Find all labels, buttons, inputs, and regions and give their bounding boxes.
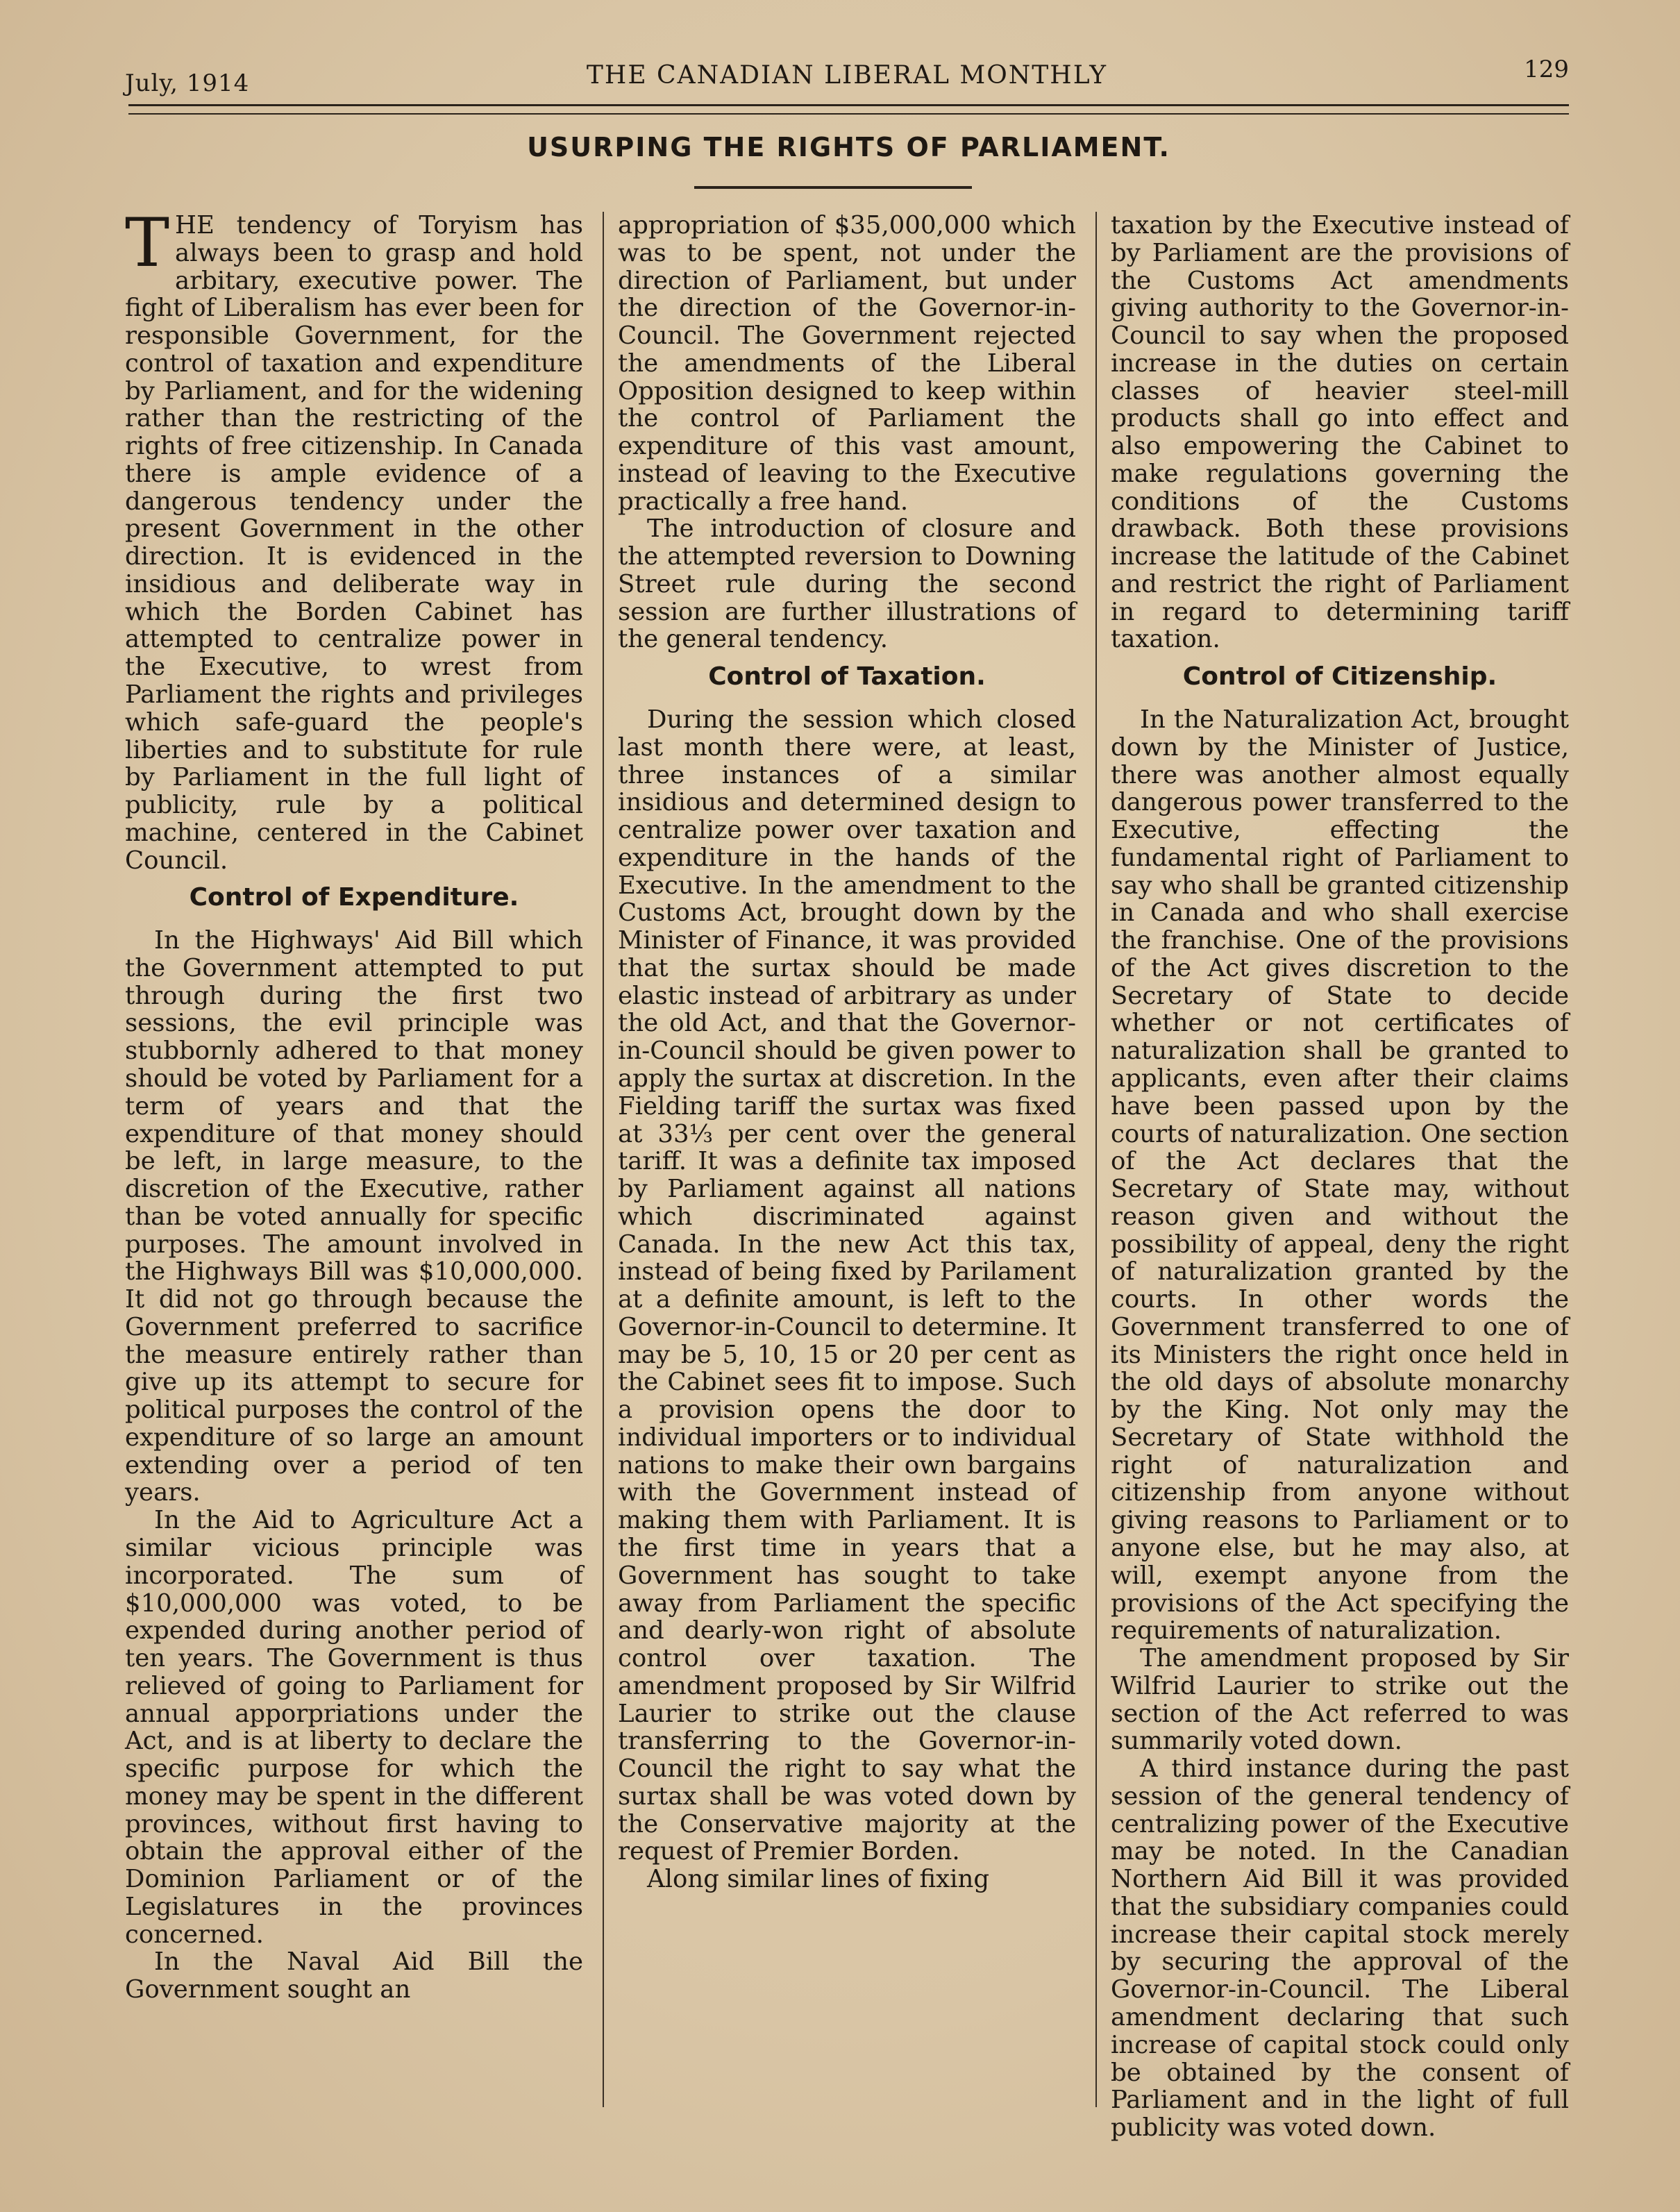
drop-cap: T — [125, 204, 170, 282]
heading-control-of-expenditure: Control of Expenditure. — [189, 883, 519, 912]
header-rule-top — [128, 104, 1569, 106]
page-number: 129 — [1524, 56, 1569, 83]
article-title: USURPING THE RIGHTS OF PARLIAMENT. — [527, 132, 1170, 162]
paragraph-agriculture-aid: In the Aid to Agriculture Act a similar vicious principle was incorporated. The sum of $10,000,000 was voted, to be expended during another period of ten years. The Government is thus relieved of going to Parliament for annual apporpriations under the Act, and is at liberty to declare the specific purpose for which the money may be spent in the different provinces, without first having to obtain the approval either of the Dominion Parliament or of the Legislatures in the provinces concerned. — [125, 1506, 583, 1949]
paragraph-customs-amendments: Along similar lines of fixing — [647, 1865, 990, 1894]
column-1 — [125, 204, 583, 2004]
issue-date: July, 1914 — [125, 69, 250, 97]
column-3 — [1111, 212, 1569, 2142]
paragraph-naval-aid: In the Naval Aid Bill the Government sought an — [125, 1947, 583, 2004]
paragraph-closure: The introduction of closure and the attempted reversion to Downing Street rule during the second session are further illustrations of the general tendency. — [618, 514, 1076, 654]
paragraph-naturalization-act: In the Naturalization Act, brought down by the Minister of Justice, there was another almost equally dangerous power transferred to the Executive, effecting the fundamental right of Parliament to say who shall be granted citizenship in Canada and who shall exercise the franchise. One of the provisions of the Act gives discretion to the Secretary of State to decide whether or not certificates of naturalization shall be granted to applicants, even after their claims have been passed upon by the courts of naturalization. One section of the Act declares that the Secretary of State may, without reason given and without the possibility of appeal, deny the right of naturalization granted by the courts. In other words the Government transferred to one of its Ministers the right once held in the old days of absolute monarchy by the King. Not only may the Secretary of State withhold the right of naturalization and citizenship from anyone without giving reasons to Parliament or to anyone else, but he may also, at will, exempt anyone from the provisions of the Act specifying the requirements of naturalization. — [1111, 705, 1569, 1645]
intro-text: HE tendency of Toryism has always been to grasp and hold arbitary, executive power. The fight of Liberalism has ever been for responsible Government, for the control of taxation and expenditure by Parliament, and for the widening rather than the restricting of the rights of free citizenship. In Canada there is ample evidence of a dangerous tendency under the present Government in the other direction. It is evidenced in the insidious and deliberate way in which the Borden Cabinet has attempted to centralize power in the Executive, to wrest from Parliament the rights and privileges which safe-guard the people's liberties and to substitute for rule by Parliament in the full light of publicity, rule by a political machine, centered in the Cabinet Council. — [125, 211, 583, 875]
header-rule-bottom — [128, 113, 1569, 115]
column-divider-2 — [1095, 212, 1097, 2107]
title-underline — [694, 186, 972, 189]
paragraph-customs-amendments-continued: taxation by the Executive instead of by Parliament are the provisions of the Customs Act amendments giving authority to the Governor-in-Council to say when the proposed increase in the duties on certain classes of heavier steel-mill products shall go into effect and also empowering the Cabinet to make regulations governing the conditions of the Customs drawback. Both these provisions increase the latitude of the Cabinet and restrict the right of Parliament in regard to determining tariff taxation. — [1111, 211, 1569, 654]
column-divider-1 — [603, 212, 604, 2107]
column-2 — [618, 212, 1076, 1893]
paragraph-highways-aid: In the Highways' Aid Bill which the Government attempted to put through during the first two sessions, the evil principle was stubbornly adhered to that money should be voted by Parliament for a term of years and that the expenditure of that money should be left, in large measure, to the discretion of the Executive, rather than be voted annually for specific purposes. The amount involved in the Highways Bill was $10,000,000. It did not go through because the Government preferred to sacrifice the measure entirely rather than give up its attempt to secure for political purposes the control of the expenditure of so large an amount extending over a period of ten years. — [125, 926, 583, 1507]
running-header — [125, 56, 1569, 97]
heading-control-of-citizenship: Control of Citizenship. — [1182, 662, 1497, 692]
paragraph-surtax: During the session which closed last month there were, at least, three instances of a similar insidious and determined design to centralize power over taxation and expenditure in the hands of the Executive. In the amendment to the Customs Act, brought down by the Minister of Finance, it was provided that the surtax should be made elastic instead of arbitrary as under the old Act, and that the Governor-in-Council should be given power to apply the surtax at discretion. In the Fielding tariff the surtax was fixed at 33⅓ per cent over the general tariff. It was a definite tax imposed by Parliament against all nations which discriminated against Canada. In the new Act this tax, instead of being fixed by Parilament at a definite amount, is left to the Governor-in-Council to determine. It may be 5, 10, 15 or 20 per cent as the Cabinet sees fit to impose. Such a provision opens the door to individual importers or to individual nations to make their own bargains with the Government instead of making them with Parliament. It is the first time in years that a Government has sought to take away from Parliament the specific and dearly-won right of absolute control over taxation. The amendment proposed by Sir Wilfrid Laurier to strike out the clause transferring to the Governor-in-Council the right to say what the surtax shall be was voted down by the Conservative majority at the request of Premier Borden. — [618, 705, 1076, 1866]
journal-title: THE CANADIAN LIBERAL MONTHLY — [586, 61, 1108, 90]
paragraph-canadian-northern: A third instance during the past session of the general tendency of centralizing power of the Executive may be noted. In the Canadian Northern Aid Bill it was provided that the subsidiary companies could increase their capital stock merely by securing the approval of the Governor-in-Council. The Liberal amendment declaring that such increase of capital stock could only be obtained by the consent of Parliament and in the light of full publicity was voted down. — [1111, 1754, 1569, 2143]
intro-paragraph — [125, 204, 583, 875]
heading-control-of-taxation: Control of Taxation. — [708, 662, 986, 692]
paragraph-naval-aid-continued: appropriation of $35,000,000 which was to be spent, not under the direction of Parliament, but under the direction of the Governor-in-Council. The Government rejected the amendments of the Liberal Opposition designed to keep within the control of Parliament the expenditure of this vast amount, instead of leaving to the Executive practically a free hand. — [618, 211, 1076, 516]
paragraph-laurier-amendment: The amendment proposed by Sir Wilfrid Laurier to strike out the section of the Act referred to was summarily voted down. — [1111, 1644, 1569, 1756]
